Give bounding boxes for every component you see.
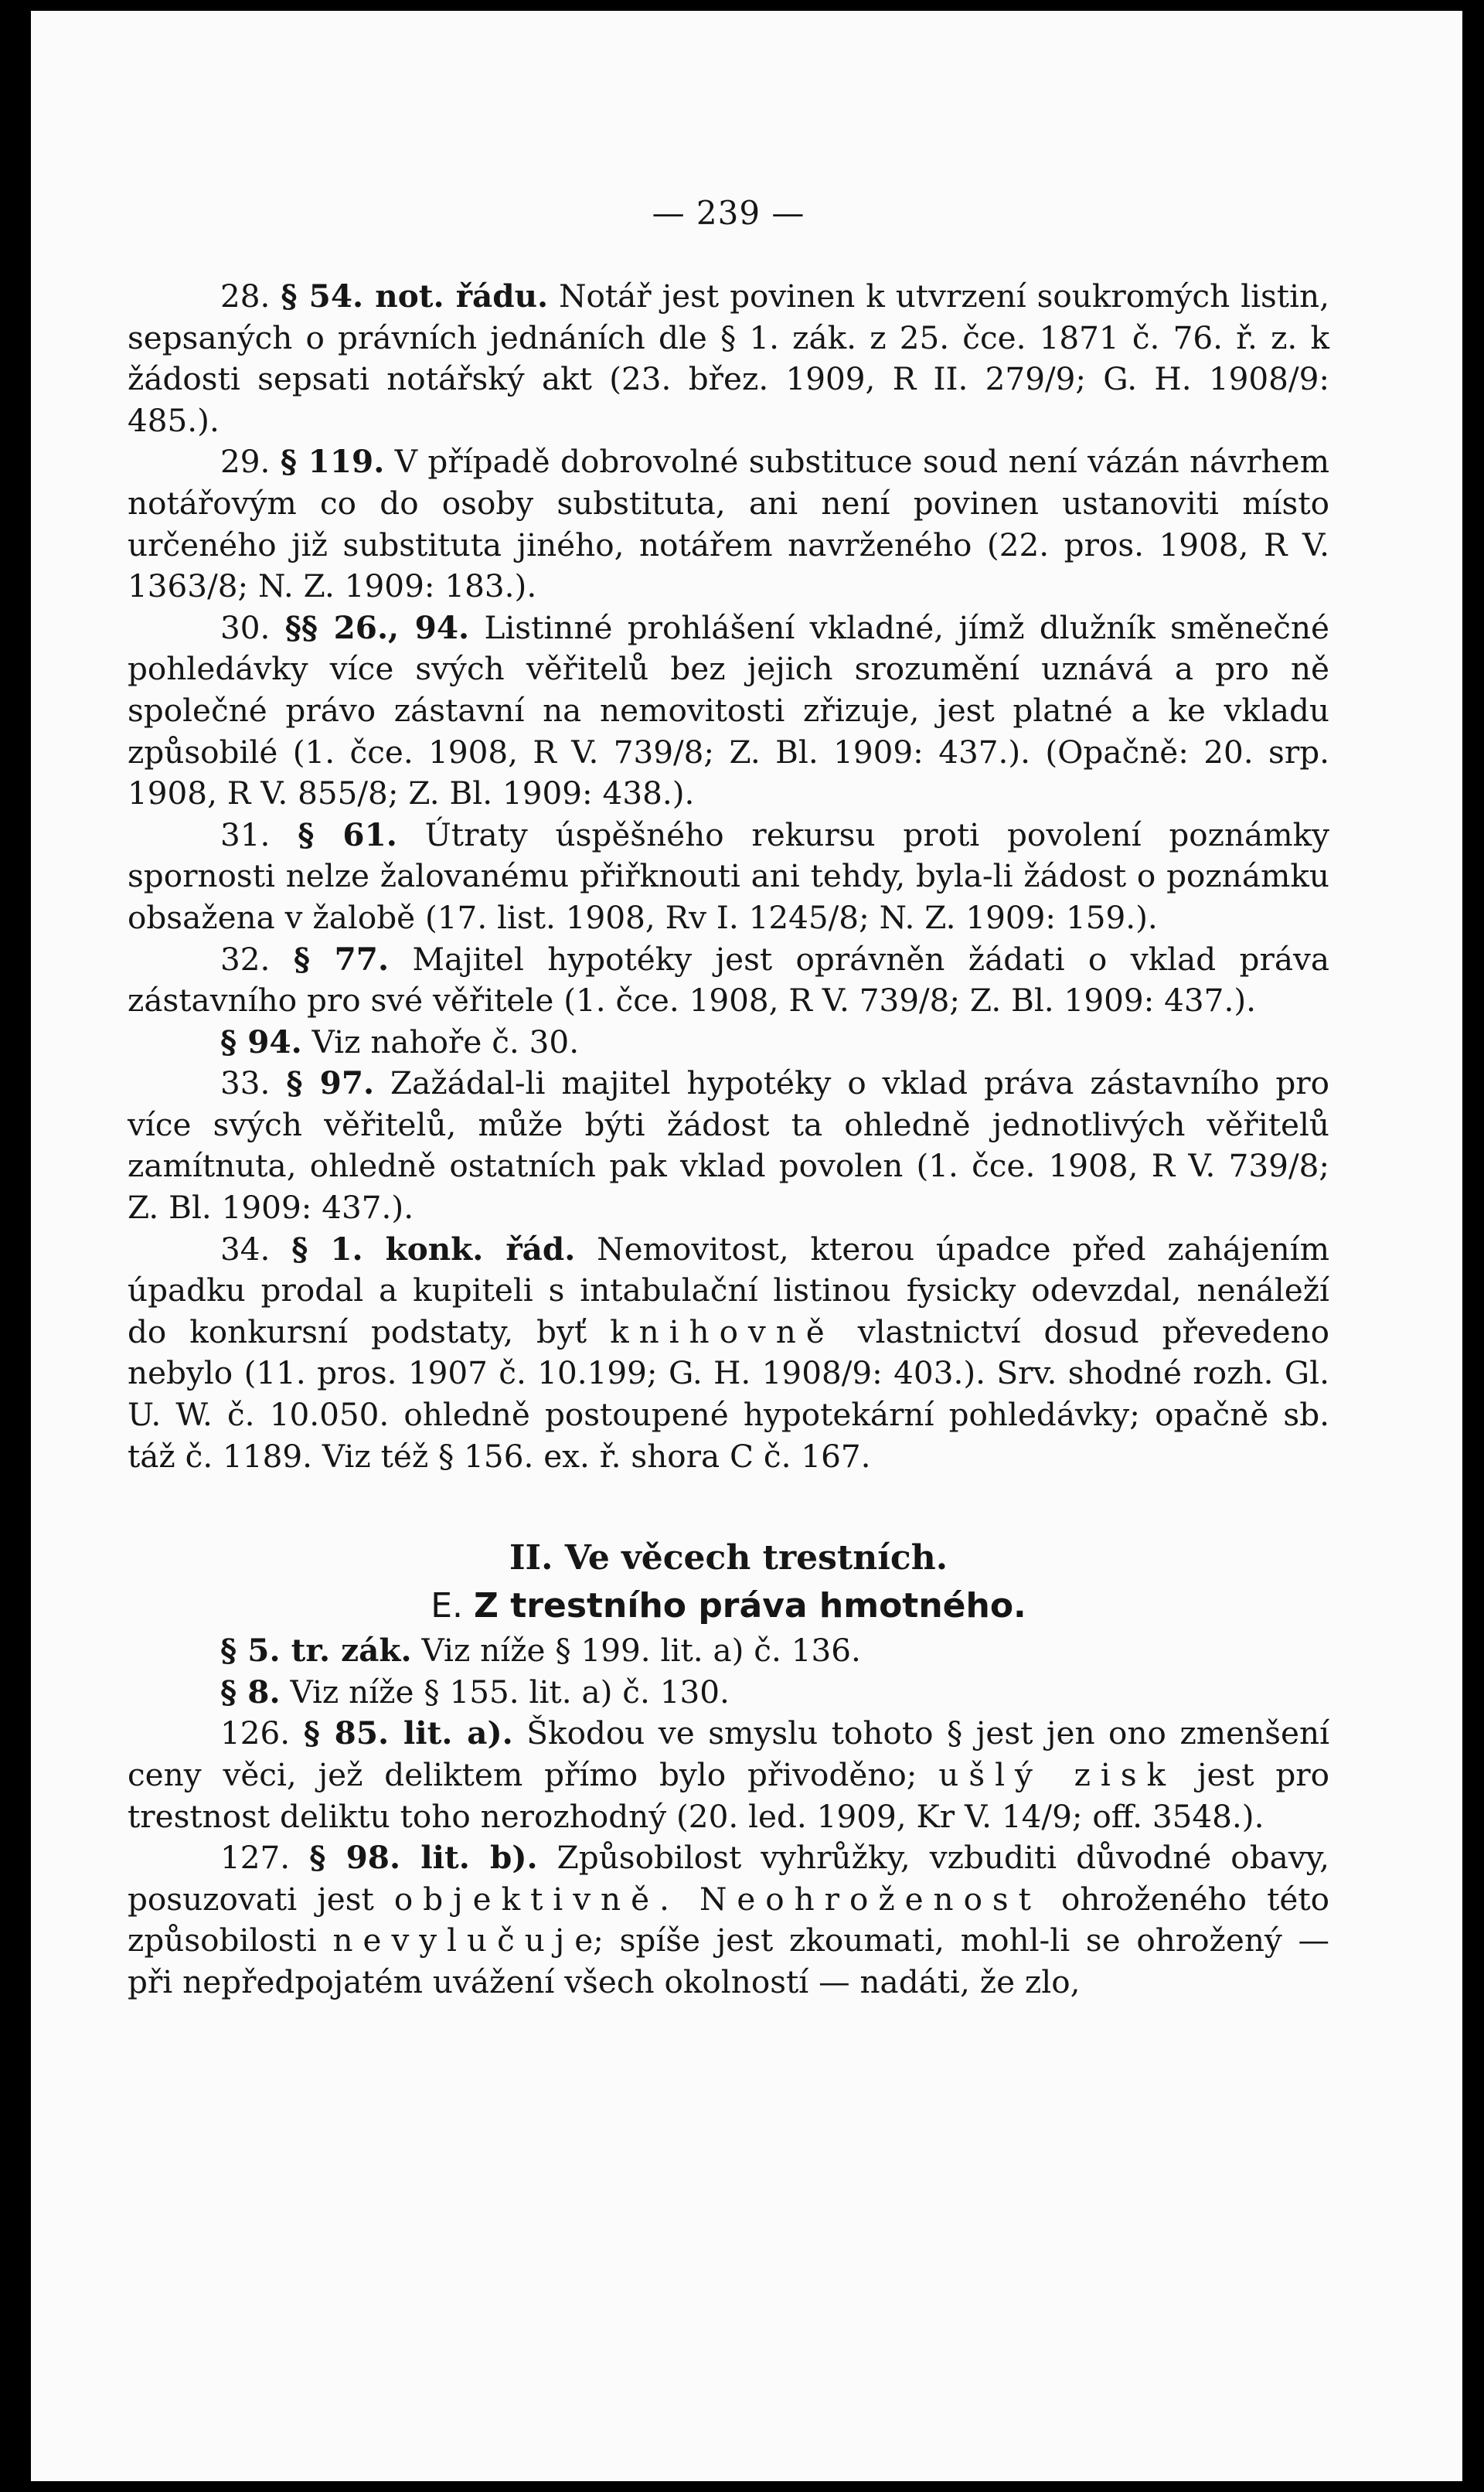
sub-heading-letter: E.	[431, 1586, 464, 1626]
statute-reference: § 94.	[220, 1023, 302, 1060]
paragraph-text: Nemovitost, kterou úpadce před zahájením úpadku prodal a kupiteli s intabulační listinou fysicky odevzdal, nenáleží do konkursní podstaty, byť	[128, 1230, 1330, 1350]
paragraph-text: Útraty úspěšného rekursu proti povolení poznámky spornosti nelze žalovanému přiřknouti ani tehdy, byla-li žádost o poznámku obsažena v žalobě (17. list. 1908, Rv I. 1245/8; N. Z. 1909: 159.).	[128, 815, 1330, 936]
paragraph-30	[128, 608, 1329, 815]
paragraph-text: Majitel hypotéky jest oprávněn žádati o vklad práva zástavního pro své věřitele (1. čce. 1908, R V. 739/8; Z. Bl. 1909: 437.).	[128, 940, 1330, 1020]
paragraph-number: 33.	[220, 1064, 271, 1102]
paragraph-text: ohroženého této způsobilosti	[128, 1880, 1329, 1959]
paragraph-28	[128, 276, 1329, 441]
spaced-emphasis: nevylučuj	[332, 1922, 575, 1959]
paragraph-text: Viz nahoře č. 30.	[311, 1023, 580, 1060]
paragraph-text: e; spíše jest zkoumati, mohl-li se ohrožený — při nepředpojatém uvážení všech okolností — nadáti, že zlo,	[128, 1922, 1330, 2000]
statute-reference: §§ 26., 94.	[284, 608, 470, 646]
paragraph-number: 127.	[220, 1839, 291, 1877]
paragraph-34	[128, 1229, 1329, 1478]
statute-reference: § 54. not. řádu.	[281, 277, 549, 315]
paragraph-number: 32.	[220, 940, 271, 978]
sub-heading	[128, 1584, 1329, 1629]
spaced-emphasis: objektivně.	[393, 1880, 679, 1918]
page-number: — 239 —	[652, 194, 805, 232]
paragraph-text: Listinné prohlášení vkladné, jímž dlužník směnečné pohledávky více svých věřitelů bez jejich srozumění uznává a pro ně společné právo zástavní na nemovitosti zřizuje, jest platné a ke vkladu způsobilé (1. čce. 1908, R V. 739/8; Z. Bl. 1909: 437.). (Opačně: 20. srp. 1908, R V. 855/8; Z. Bl. 1909: 438.).	[128, 608, 1329, 812]
book-page	[31, 11, 1462, 2481]
paragraph-5-tr-zak	[128, 1630, 1329, 1672]
paragraph-number: 31.	[220, 815, 271, 853]
paragraph-8	[128, 1672, 1329, 1714]
paragraph-127	[128, 1837, 1329, 2003]
section-heading: II. Ve věcech trestních.	[509, 1538, 948, 1578]
paragraph-94-reference	[128, 1022, 1329, 1064]
paragraph-text: Viz níže § 155. lit. a) č. 130.	[290, 1673, 730, 1711]
paragraph-text: Zažádal-li majitel hypotéky o vklad práva zástavního pro více svých věřitelů, může býti žádost ta ohledně jednotlivých věřitelů zamítnuta, ohledně ostatních pak vklad povolen (1. čce. 1908, R V. 739/8; Z. Bl. 1909: 437.).	[128, 1064, 1330, 1227]
statute-reference: § 119.	[280, 443, 385, 481]
statute-reference: § 8.	[220, 1673, 281, 1711]
statute-reference: § 61.	[298, 815, 397, 853]
statute-reference: § 85. lit. a).	[303, 1714, 513, 1752]
paragraph-33	[128, 1063, 1329, 1228]
paragraph-32	[128, 939, 1329, 1022]
spaced-emphasis: ušlý zisk	[938, 1756, 1176, 1793]
statute-reference: § 1. konk. řád.	[291, 1230, 576, 1268]
statute-reference: § 98. lit. b).	[309, 1839, 538, 1877]
paragraph-number: 30.	[220, 608, 271, 646]
statute-reference: § 5. tr. zák.	[220, 1632, 412, 1670]
paragraph-31	[128, 815, 1329, 939]
spaced-emphasis: knihovně	[610, 1312, 835, 1350]
paragraph-number: 34.	[220, 1230, 271, 1268]
paragraph-text: Notář jest povinen k utvrzení soukromých listin, sepsaných o právních jednáních dle § 1. zák. z 25. čce. 1871 č. 76. ř. z. k žádosti sepsati notářský akt (23. břez. 1909, R II. 279/9; G. H. 1908/9: 485.).	[128, 277, 1329, 439]
paragraph-number: 28.	[220, 277, 271, 315]
paragraph-text: Způsobilost vyhrůžky, vzbuditi důvodné obavy, posuzovati jest	[128, 1839, 1330, 1918]
statute-reference: § 97.	[286, 1064, 375, 1102]
paragraph-text: Viz níže § 199. lit. a) č. 136.	[421, 1632, 861, 1670]
sub-heading-title: Z trestního práva hmotného.	[474, 1586, 1026, 1626]
paragraph-text: jest pro trestnost deliktu toho nerozhodný (20. led. 1909, Kr V. 14/9; off. 3548.).	[128, 1756, 1329, 1835]
paragraph-text: Škodou ve smyslu tohoto § jest jen ono zmenšení ceny věci, jež deliktem přímo bylo přivoděno;	[128, 1714, 1330, 1793]
paragraph-number: 126.	[220, 1714, 291, 1752]
paragraph-text: vlastnictví dosud převedeno nebylo (11. pros. 1907 č. 10.199; G. H. 1908/9: 403.). Srv. shodné rozh. Gl. U. W. č. 10.050. ohledně postoupené hypotekární pohledávky; opačně sb. táž č. 1189. Viz též § 156. ex. ř. shora C č. 167.	[128, 1312, 1330, 1475]
spaced-emphasis: Neohroženost	[699, 1880, 1041, 1918]
paragraph-126	[128, 1713, 1329, 1837]
paragraph-number: 29.	[220, 443, 271, 481]
paragraph-29	[128, 441, 1329, 607]
paragraph-text: V případě dobrovolné substituce soud není vázán návrhem notářovým co do osoby substituta, ani není povinen ustanoviti místo určeného již substituta jiného, notářem navrženého (22. pros. 1908, R V. 1363/8; N. Z. 1909: 183.).	[128, 443, 1330, 605]
page-content	[128, 192, 1329, 2003]
statute-reference: § 77.	[293, 940, 390, 978]
